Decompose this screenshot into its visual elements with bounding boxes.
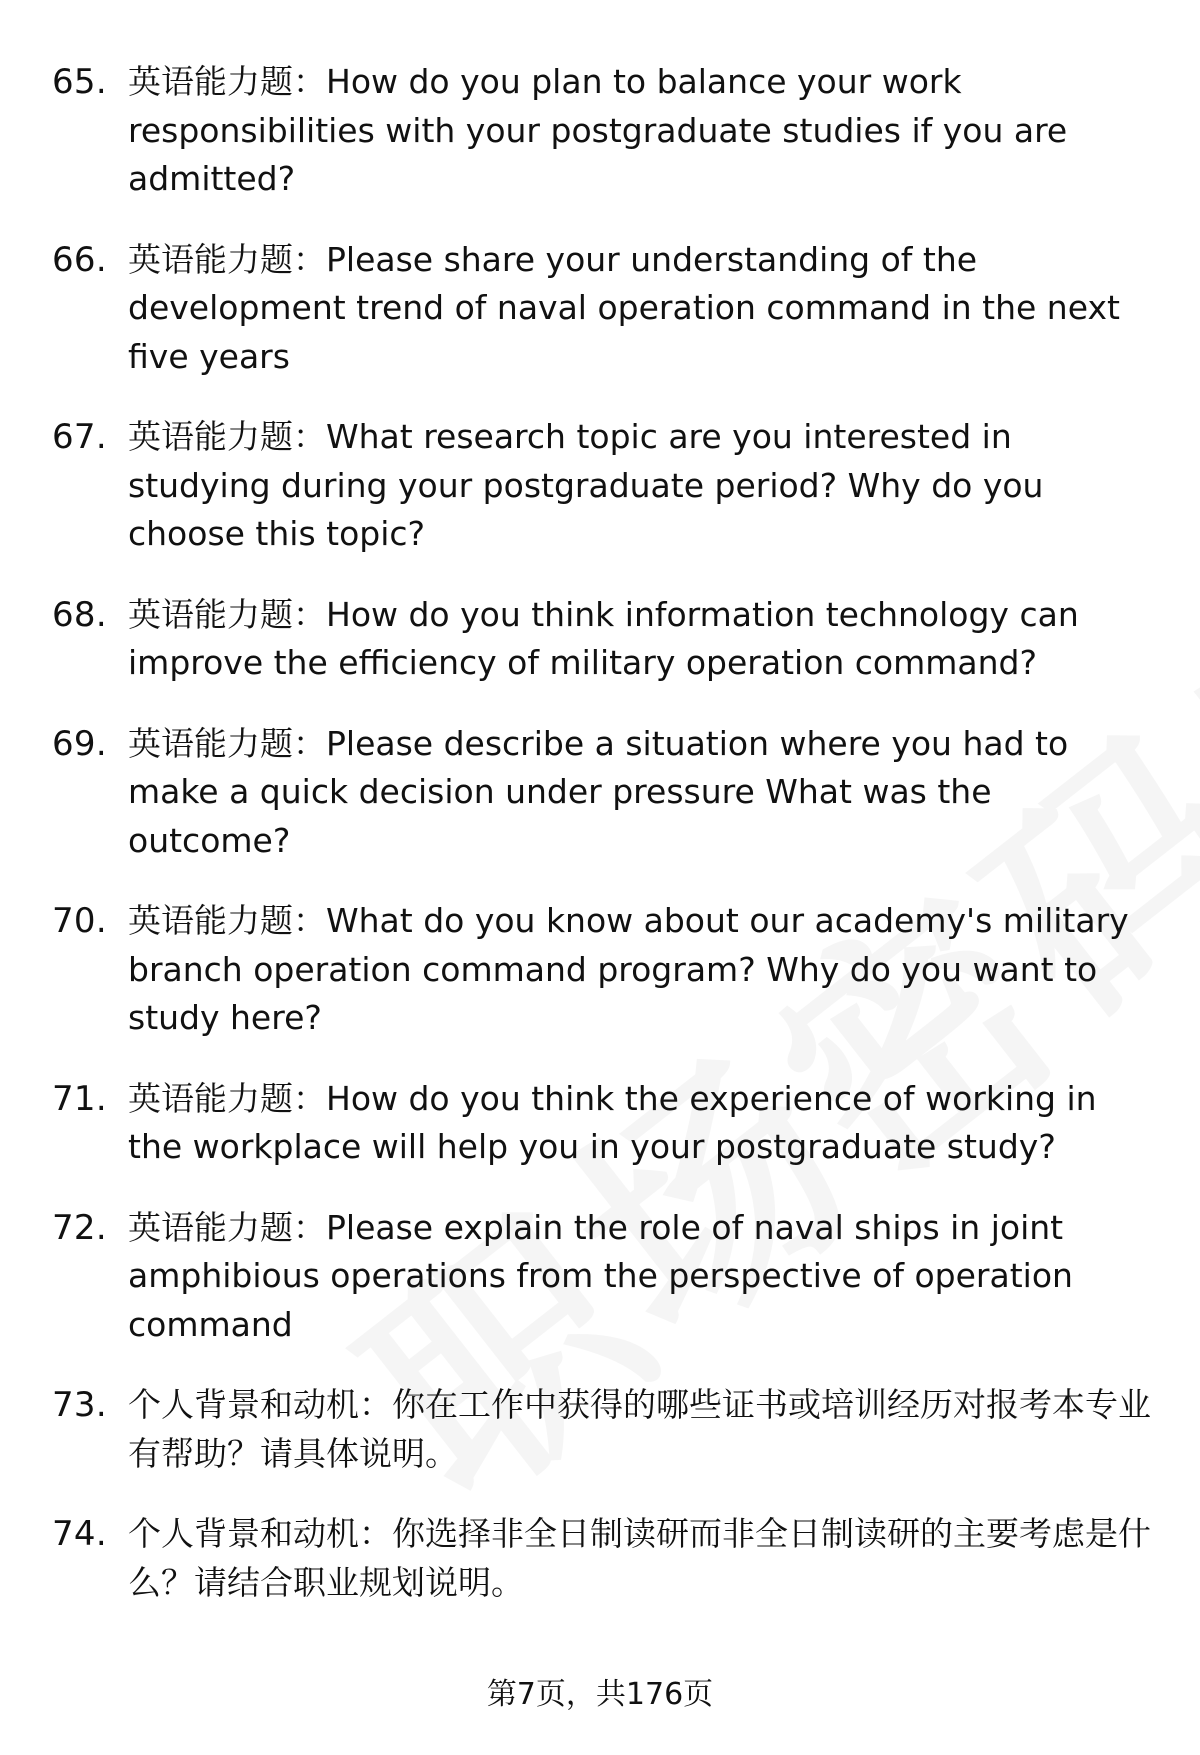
page-number-footer: 第7页，共176页 (486, 1677, 714, 1712)
question-item (52, 720, 1152, 866)
question-item (52, 1381, 1152, 1478)
question-text: 英语能力题：How do you think the experience of working in the workplace will help you in your postgraduate study? (128, 1078, 1097, 1166)
question-text: 英语能力题：How do you think information technology can improve the efficiency of military operation command? (128, 594, 1079, 682)
question-number: 67. (52, 417, 107, 457)
question-text: 英语能力题：What do you know about our academy's military branch operation command program? Why do you want to study here? (128, 901, 1129, 1037)
question-item (52, 1204, 1152, 1350)
question-number: 66. (52, 239, 107, 280)
question-item (52, 1075, 1152, 1172)
question-number: 71. (52, 1078, 107, 1119)
question-number: 70. (52, 901, 107, 941)
question-number: 72. (52, 1207, 107, 1248)
question-item (52, 58, 1152, 204)
question-number: 73. (52, 1385, 107, 1425)
question-text: 英语能力题：How do you plan to balance your work responsibilities with your postgraduate studies if you are admitted? (128, 62, 1068, 198)
question-text: 英语能力题：What research topic are you interested in studying during your postgraduate period? Why do you choose this topic? (128, 417, 1044, 553)
question-text: 英语能力题：Please explain the role of naval ships in joint amphibious operations from the perspective of operation command (128, 1207, 1073, 1344)
question-item (52, 1510, 1152, 1607)
question-number: 74. (52, 1514, 107, 1554)
question-text: 个人背景和动机：你在工作中获得的哪些证书或培训经历对报考本专业有帮助？请具体说明。 (128, 1385, 1151, 1473)
question-item (52, 236, 1152, 382)
question-item (52, 413, 1152, 559)
question-number: 68. (52, 594, 107, 635)
question-item (52, 897, 1152, 1043)
question-text: 英语能力题：Please share your understanding of the development trend of naval operation command in the next five years (128, 239, 1120, 376)
question-number: 69. (52, 723, 107, 764)
question-text: 个人背景和动机：你选择非全日制读研而非全日制读研的主要考虑是什么？请结合职业规划说明。 (128, 1514, 1151, 1602)
question-text: 英语能力题：Please describe a situation where you had to make a quick decision under pressure What was the outcome? (128, 723, 1069, 860)
question-number: 65. (52, 62, 107, 102)
question-list (52, 58, 1152, 1639)
question-item (52, 591, 1152, 688)
